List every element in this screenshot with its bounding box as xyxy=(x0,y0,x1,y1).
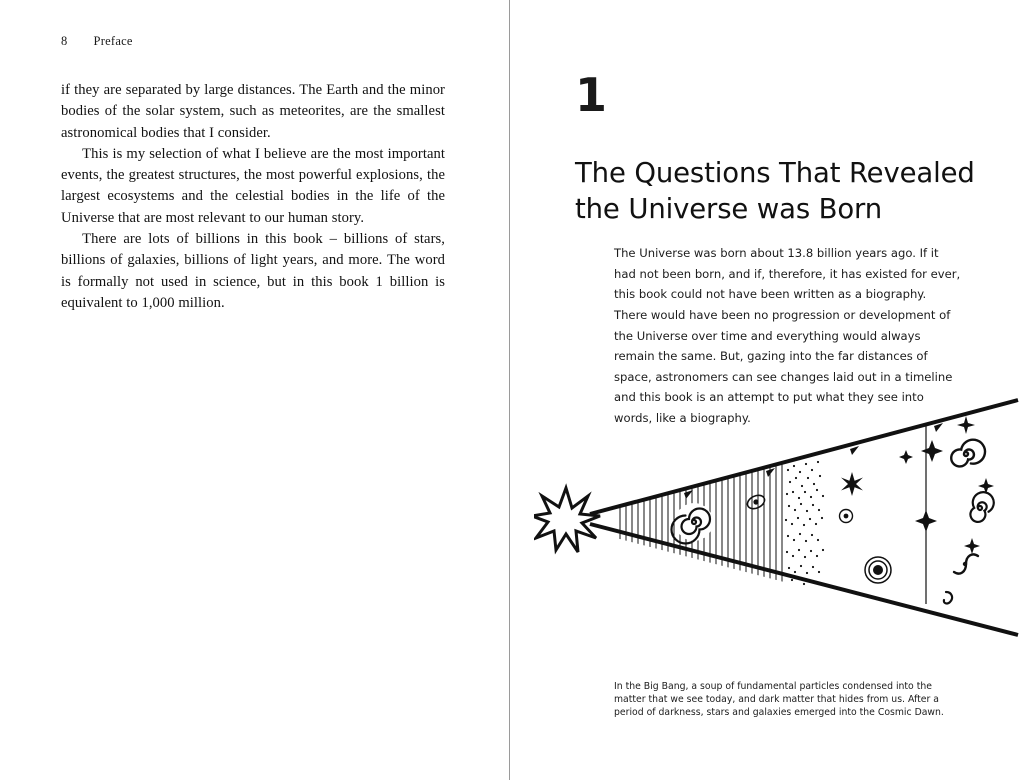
cone-outline xyxy=(590,400,1018,635)
running-head xyxy=(61,34,133,49)
paragraph: There are lots of billions in this book – billions of stars, billions of galaxies, billions of light years, and more. The word is formally not used in science, but in this book 1 billion is equivalent to 1,000 million. xyxy=(61,231,445,311)
timeline-arrowheads xyxy=(684,423,943,499)
paragraph: if they are separated by large distances. The Earth and the minor bodies of the solar system, such as meteorites, are the smallest astronomical bodies that I consider. xyxy=(61,82,445,141)
big-bang-cone-diagram xyxy=(534,392,1020,654)
chapter-title: The Questions That Revealed the Universe was Born xyxy=(575,157,975,225)
page-number: 8 xyxy=(61,34,68,48)
paragraph: This is my selection of what I believe are the most important events, the greatest structures, the most powerful explosions, the largest ecosystems and the celestial bodies in the life of the Universe that are most relevant to our human story. xyxy=(61,145,445,226)
chapter-intro-paragraph: The Universe was born about 13.8 billion years ago. If it had not been born, and if, therefore, it has existed for ever, this book could not have been written as a biography. There would have been no progression or development of the Universe over time and everything would always remain the same. But, gazing into the far distances of space, astronomers can see changes laid out in a timeline and this book is an attempt to put what they see into words, like a biography. xyxy=(614,246,961,425)
figure-caption: In the Big Bang, a soup of fundamental particles condensed into the matter that we see today, and dark matter that hides from us. After a period of darkness, stars and galaxies emerged into the Cosmic Dawn. xyxy=(614,681,944,719)
running-head-title: Preface xyxy=(93,34,133,48)
dark-ages-stippling xyxy=(785,461,824,585)
chapter-number: 1 xyxy=(575,68,607,122)
spiral-galaxy-icon xyxy=(672,503,714,544)
body-text-column xyxy=(61,80,445,314)
right-page xyxy=(510,0,1020,780)
big-bang-starburst xyxy=(534,488,600,552)
